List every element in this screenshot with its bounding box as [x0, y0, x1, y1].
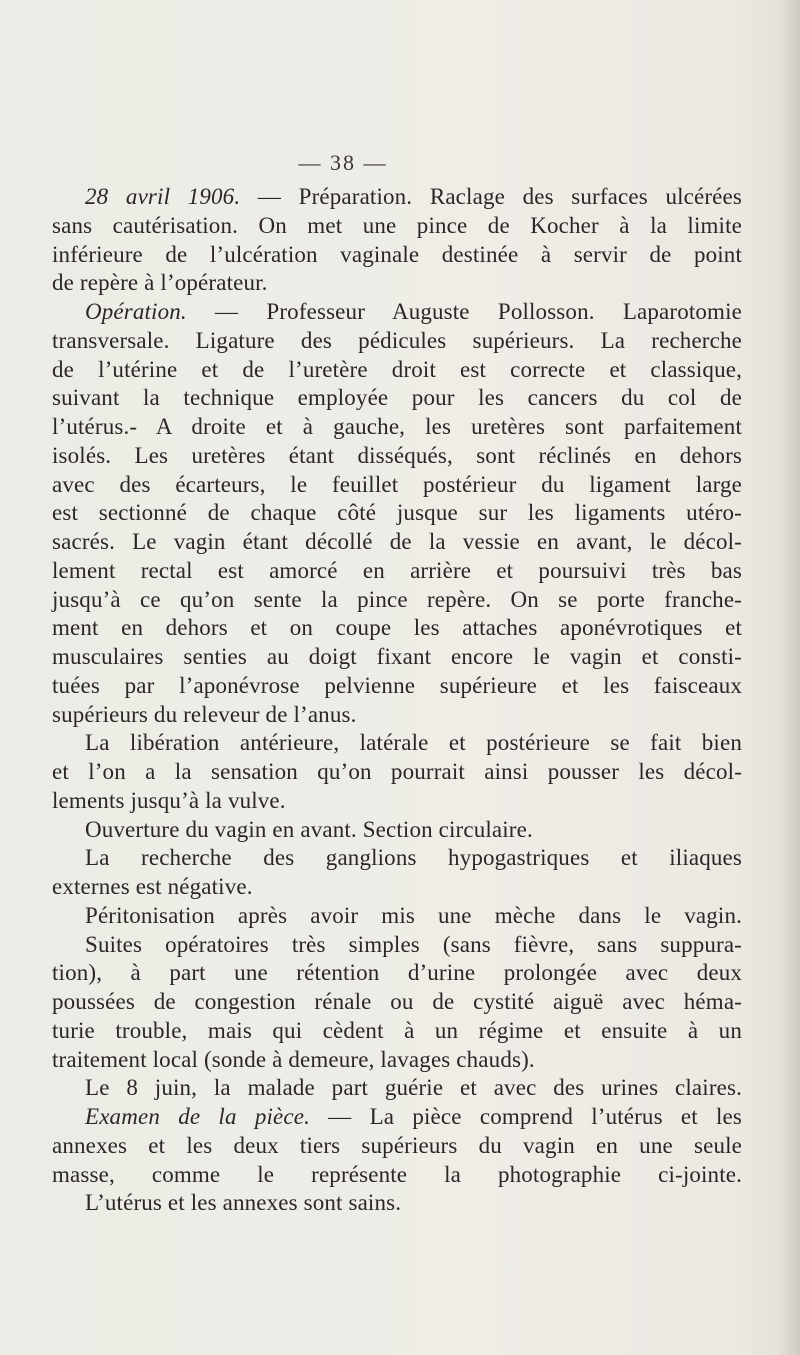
italic-heading: Examen de la pièce.	[85, 1104, 310, 1129]
text-line: et l’on a la sensation qu’on pourrait ainsi pousser les décol-	[52, 759, 742, 784]
text-line	[52, 183, 742, 212]
text-line: turie trouble, mais qui cèdent à un régime et ensuite à un	[52, 1017, 742, 1043]
text-line: musculaires senties au doigt fixant encore le vagin et consti-	[52, 644, 742, 669]
text-line: La libération antérieure, latérale et postérieure se fait bien	[85, 730, 742, 756]
text-line: masse, comme le représente la photographie ci-jointe.	[52, 1161, 742, 1187]
page-number: — 38 —	[298, 150, 388, 175]
text-line: lement rectal est amorcé en arrière et poursuivi très bas	[52, 557, 742, 583]
text-line: traitement local (sonde à demeure, lavages chauds).	[52, 1046, 535, 1072]
text-line: lements jusqu’à la vulve.	[52, 787, 286, 813]
line-text: — La pièce comprend l’utérus et les	[310, 1104, 743, 1129]
text-line: La recherche des ganglions hypogastriques et iliaques	[85, 845, 742, 871]
text-line: Le 8 juin, la malade part guérie et avec des urines claires.	[85, 1075, 742, 1101]
text-line: est sectionné de chaque côté jusque sur les ligaments utéro-	[52, 500, 742, 526]
text-line: isolés. Les uretères étant disséqués, sont réclinés en dehors	[52, 442, 742, 468]
text-line: jusqu’à ce qu’on sente la pince repère. On se porte franche-	[52, 586, 742, 612]
text-line: tion), à part une rétention d’urine prolongée avec deux	[52, 960, 742, 986]
text-line: Ouverture du vagin en avant. Section circulaire.	[85, 816, 533, 842]
line-text: — Préparation. Raclage des surfaces ulcérées	[240, 184, 743, 209]
text-line: suivant la technique employée pour les cancers du col de	[52, 385, 742, 411]
text-line: avec des écarteurs, le feuillet postérieur du ligament large	[52, 471, 742, 497]
line-text: — Professeur Auguste Pollosson. Laparotomie	[186, 299, 742, 324]
page-edge-shadow	[778, 0, 800, 1355]
text-line: de repère à l’opérateur.	[52, 270, 268, 296]
text-line: l’utérus.- A droite et à gauche, les uretères sont parfaitement	[52, 414, 742, 439]
text-line	[52, 1103, 742, 1132]
text-line: de l’utérine et de l’uretère droit est correcte et classique,	[52, 356, 742, 382]
text-line: transversale. Ligature des pédicules supérieurs. La recherche	[52, 327, 742, 353]
text-line: externes est négative.	[52, 874, 253, 899]
text-line: inférieure de l’ulcération vaginale destinée à servir de point	[52, 241, 742, 267]
body-text	[52, 183, 742, 1218]
text-line	[52, 298, 742, 327]
text-line: supérieurs du releveur de l’anus.	[52, 701, 357, 727]
text-line: ment en dehors et on coupe les attaches aponévrotiques et	[52, 615, 742, 641]
text-line: tuées par l’aponévrose pelvienne supérieure et les faisceaux	[52, 672, 742, 698]
text-line: sacrés. Le vagin étant décollé de la vessie en avant, le décol-	[52, 529, 742, 554]
text-line: sans cautérisation. On met une pince de Kocher à la limite	[52, 212, 742, 238]
text-line: Péritonisation après avoir mis une mèche dans le vagin.	[85, 902, 742, 928]
text-line: L’utérus et les annexes sont sains.	[85, 1190, 402, 1216]
italic-heading: 28 avril 1906.	[85, 184, 241, 209]
text-line: poussées de congestion rénale ou de cystité aiguë avec héma-	[52, 989, 742, 1014]
text-line: annexes et les deux tiers supérieurs du vagin en une seule	[52, 1132, 742, 1158]
text-line: Suites opératoires très simples (sans fièvre, sans suppura-	[85, 931, 742, 957]
italic-heading: Opération.	[85, 299, 187, 324]
